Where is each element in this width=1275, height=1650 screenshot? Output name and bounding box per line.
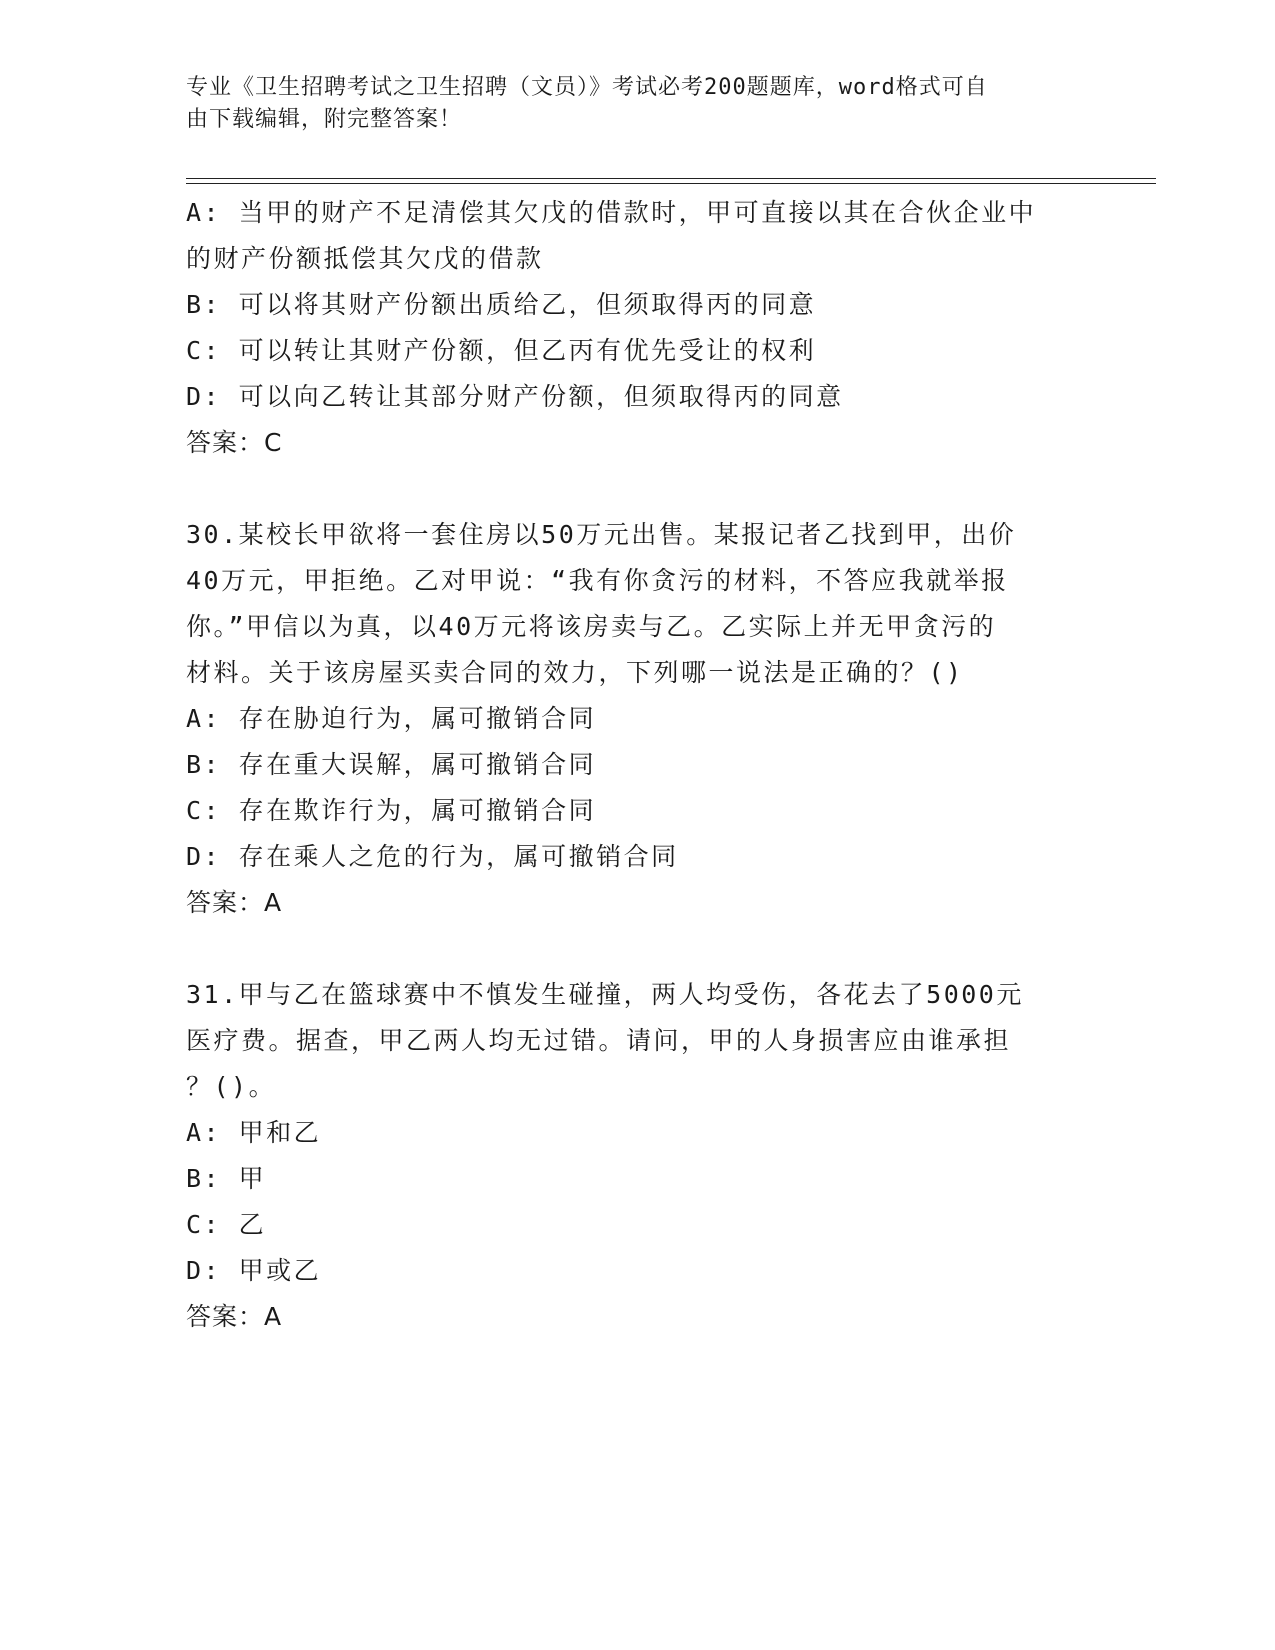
header-divider-top xyxy=(186,178,1156,179)
q30-option-a: A: 存在胁迫行为，属可撤销合同 xyxy=(186,704,597,733)
header-divider-bottom xyxy=(186,183,1156,184)
q31-stem-line-3: ？()。 xyxy=(186,1072,277,1101)
q30-option-b: B: 存在重大误解，属可撤销合同 xyxy=(186,750,597,779)
q31-stem-line-2: 医疗费。据查，甲乙两人均无过错。请问，甲的人身损害应由谁承担 xyxy=(186,1026,1012,1055)
document-body xyxy=(186,190,1086,1340)
q30-stem-line-4: 材料。关于该房屋买卖合同的效力，下列哪一说法是正确的？() xyxy=(186,658,964,687)
question-29-block xyxy=(186,190,1086,466)
spacer xyxy=(186,926,1086,972)
spacer xyxy=(186,466,1086,512)
document-header xyxy=(186,72,1066,136)
header-line-1: 专业《卫生招聘考试之卫生招聘（文员）》考试必考200题题库，word格式可自 xyxy=(186,75,988,100)
q30-option-d: D: 存在乘人之危的行为，属可撤销合同 xyxy=(186,842,679,871)
q30-stem-line-3: 你。”甲信以为真，以40万元将该房卖与乙。乙实际上并无甲贪污的 xyxy=(186,612,997,641)
q29-option-a-line-2: 的财产份额抵偿其欠戊的借款 xyxy=(186,244,544,273)
q31-stem-line-1: 31.甲与乙在篮球赛中不慎发生碰撞，两人均受伤，各花去了5000元 xyxy=(186,980,1024,1009)
q29-option-a-line-1: A: 当甲的财产不足清偿其欠戊的借款时，甲可直接以其在合伙企业中 xyxy=(186,198,1037,227)
q31-option-d: D: 甲或乙 xyxy=(186,1256,322,1285)
q30-stem-line-1: 30.某校长甲欲将一套住房以50万元出售。某报记者乙找到甲，出价 xyxy=(186,520,1017,549)
q29-answer: 答案：C xyxy=(186,428,283,457)
q29-option-c: C: 可以转让其财产份额，但乙丙有优先受让的权利 xyxy=(186,336,817,365)
q31-answer: 答案：A xyxy=(186,1302,283,1331)
question-30-block xyxy=(186,512,1086,926)
q31-option-c: C: 乙 xyxy=(186,1210,267,1239)
q31-option-a: A: 甲和乙 xyxy=(186,1118,322,1147)
q30-stem-line-2: 40万元，甲拒绝。乙对甲说：“我有你贪污的材料，不答应我就举报 xyxy=(186,566,1009,595)
q29-option-d: D: 可以向乙转让其部分财产份额，但须取得丙的同意 xyxy=(186,382,844,411)
q29-option-b: B: 可以将其财产份额出质给乙，但须取得丙的同意 xyxy=(186,290,817,319)
header-line-2: 由下载编辑，附完整答案！ xyxy=(186,107,463,132)
q31-option-b: B: 甲 xyxy=(186,1164,267,1193)
q30-option-c: C: 存在欺诈行为，属可撤销合同 xyxy=(186,796,597,825)
question-31-block xyxy=(186,972,1086,1340)
q30-answer: 答案：A xyxy=(186,888,283,917)
